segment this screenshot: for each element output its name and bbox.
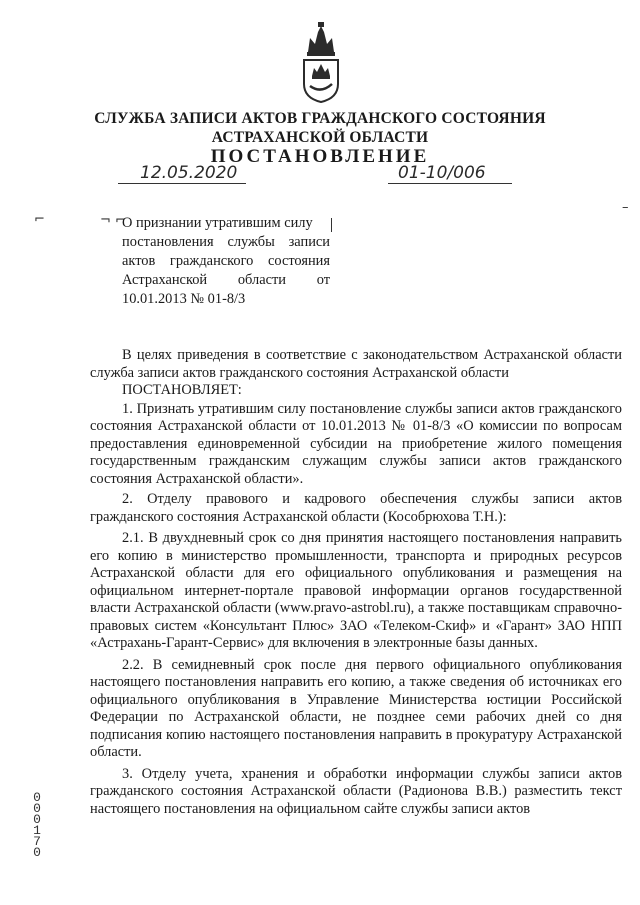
subject-line: постановления службы записи xyxy=(122,234,330,250)
date-underline xyxy=(118,183,246,184)
left-corner-mark: ⌐ xyxy=(34,212,45,227)
subject-line: 10.01.2013 № 01-8/3 xyxy=(122,291,246,307)
document-number: 01-10/006 xyxy=(398,163,486,183)
document-subject xyxy=(122,214,330,309)
organization-name-line1: СЛУЖБА ЗАПИСИ АКТОВ ГРАЖДАНСКОГО СОСТОЯНИЯ xyxy=(94,110,546,127)
body-paragraph: 2.2. В семидневный срок после дня первого официального опубликования настоящего постановления направить его копию, а также сведения об источниках его официального опубликования в Управление Министерства юстиции Российской Федерации по Астраханской области, не позднее семи рабочих дней со дня подписания копию настоящего постановления направить в прокуратуру Астраханской области. xyxy=(90,656,622,760)
subject-line: актов гражданского состояния xyxy=(122,253,330,269)
number-underline xyxy=(388,183,512,184)
subject-line: О признании утратившим силу xyxy=(122,215,313,231)
body-paragraph: 3. Отделу учета, хранения и обработки информации службы записи актов гражданского состояния Астраханской области (Радионова В.В.) разместить текст настоящего постановления на официальном сайте службы записи актов xyxy=(90,765,622,817)
subject-line: Астраханской области от xyxy=(122,272,330,288)
subject-corner-mark: ¬ ⌐ xyxy=(100,213,126,228)
organization-name-line2: АСТРАХАНСКОЙ ОБЛАСТИ xyxy=(211,129,429,146)
document-body xyxy=(90,347,622,818)
document-date: 12.05.2020 xyxy=(140,163,238,183)
side-serial-number: 0 0 0 1 7 0 xyxy=(33,790,41,860)
document-type-title: ПОСТАНОВЛЕНИЕ xyxy=(210,146,430,167)
body-paragraph-resolves: ПОСТАНОВЛЯЕТ: xyxy=(122,382,242,398)
body-paragraph: В целях приведения в соответствие с законодательством Астраханской области служба записи актов гражданского состояния Астраханской области xyxy=(90,347,622,381)
body-paragraph: 2.1. В двухдневный срок со дня принятия настоящего постановления направить его копию в министерство промышленности, транспорта и природных ресурсов Астраханской области для его официального опубликования и размещения на официальном интернет-портале правовой информации органов государственной власти Астраханской области (www.pravo-astrobl.ru), а также поставщикам справочно-правовых систем «Консультант Плюс» ЗАО «Телеком-Скиф» и «Гарант» ЗАО НПП «Астрахань-Гарант-Сервис» для включения в электронные базы данных. xyxy=(90,530,622,651)
right-margin-mark: – xyxy=(622,200,629,215)
coat-of-arms-icon xyxy=(296,20,346,104)
body-paragraph: 2. Отделу правового и кадрового обеспечения службы записи актов гражданского состояния Астраханской области (Кособрюхова Т.Н.): xyxy=(90,491,622,525)
subject-bracket-line xyxy=(331,218,332,232)
body-paragraph: 1. Признать утратившим силу постановление службы записи актов гражданского состояния Астраханской области от 10.01.2013 № 01-8/3 «О комиссии по вопросам предоставления единовременной субсидии на приобретение жилого помещения государственным гражданским служащим службы записи актов гражданского состояния Астраханской области». xyxy=(90,400,622,487)
